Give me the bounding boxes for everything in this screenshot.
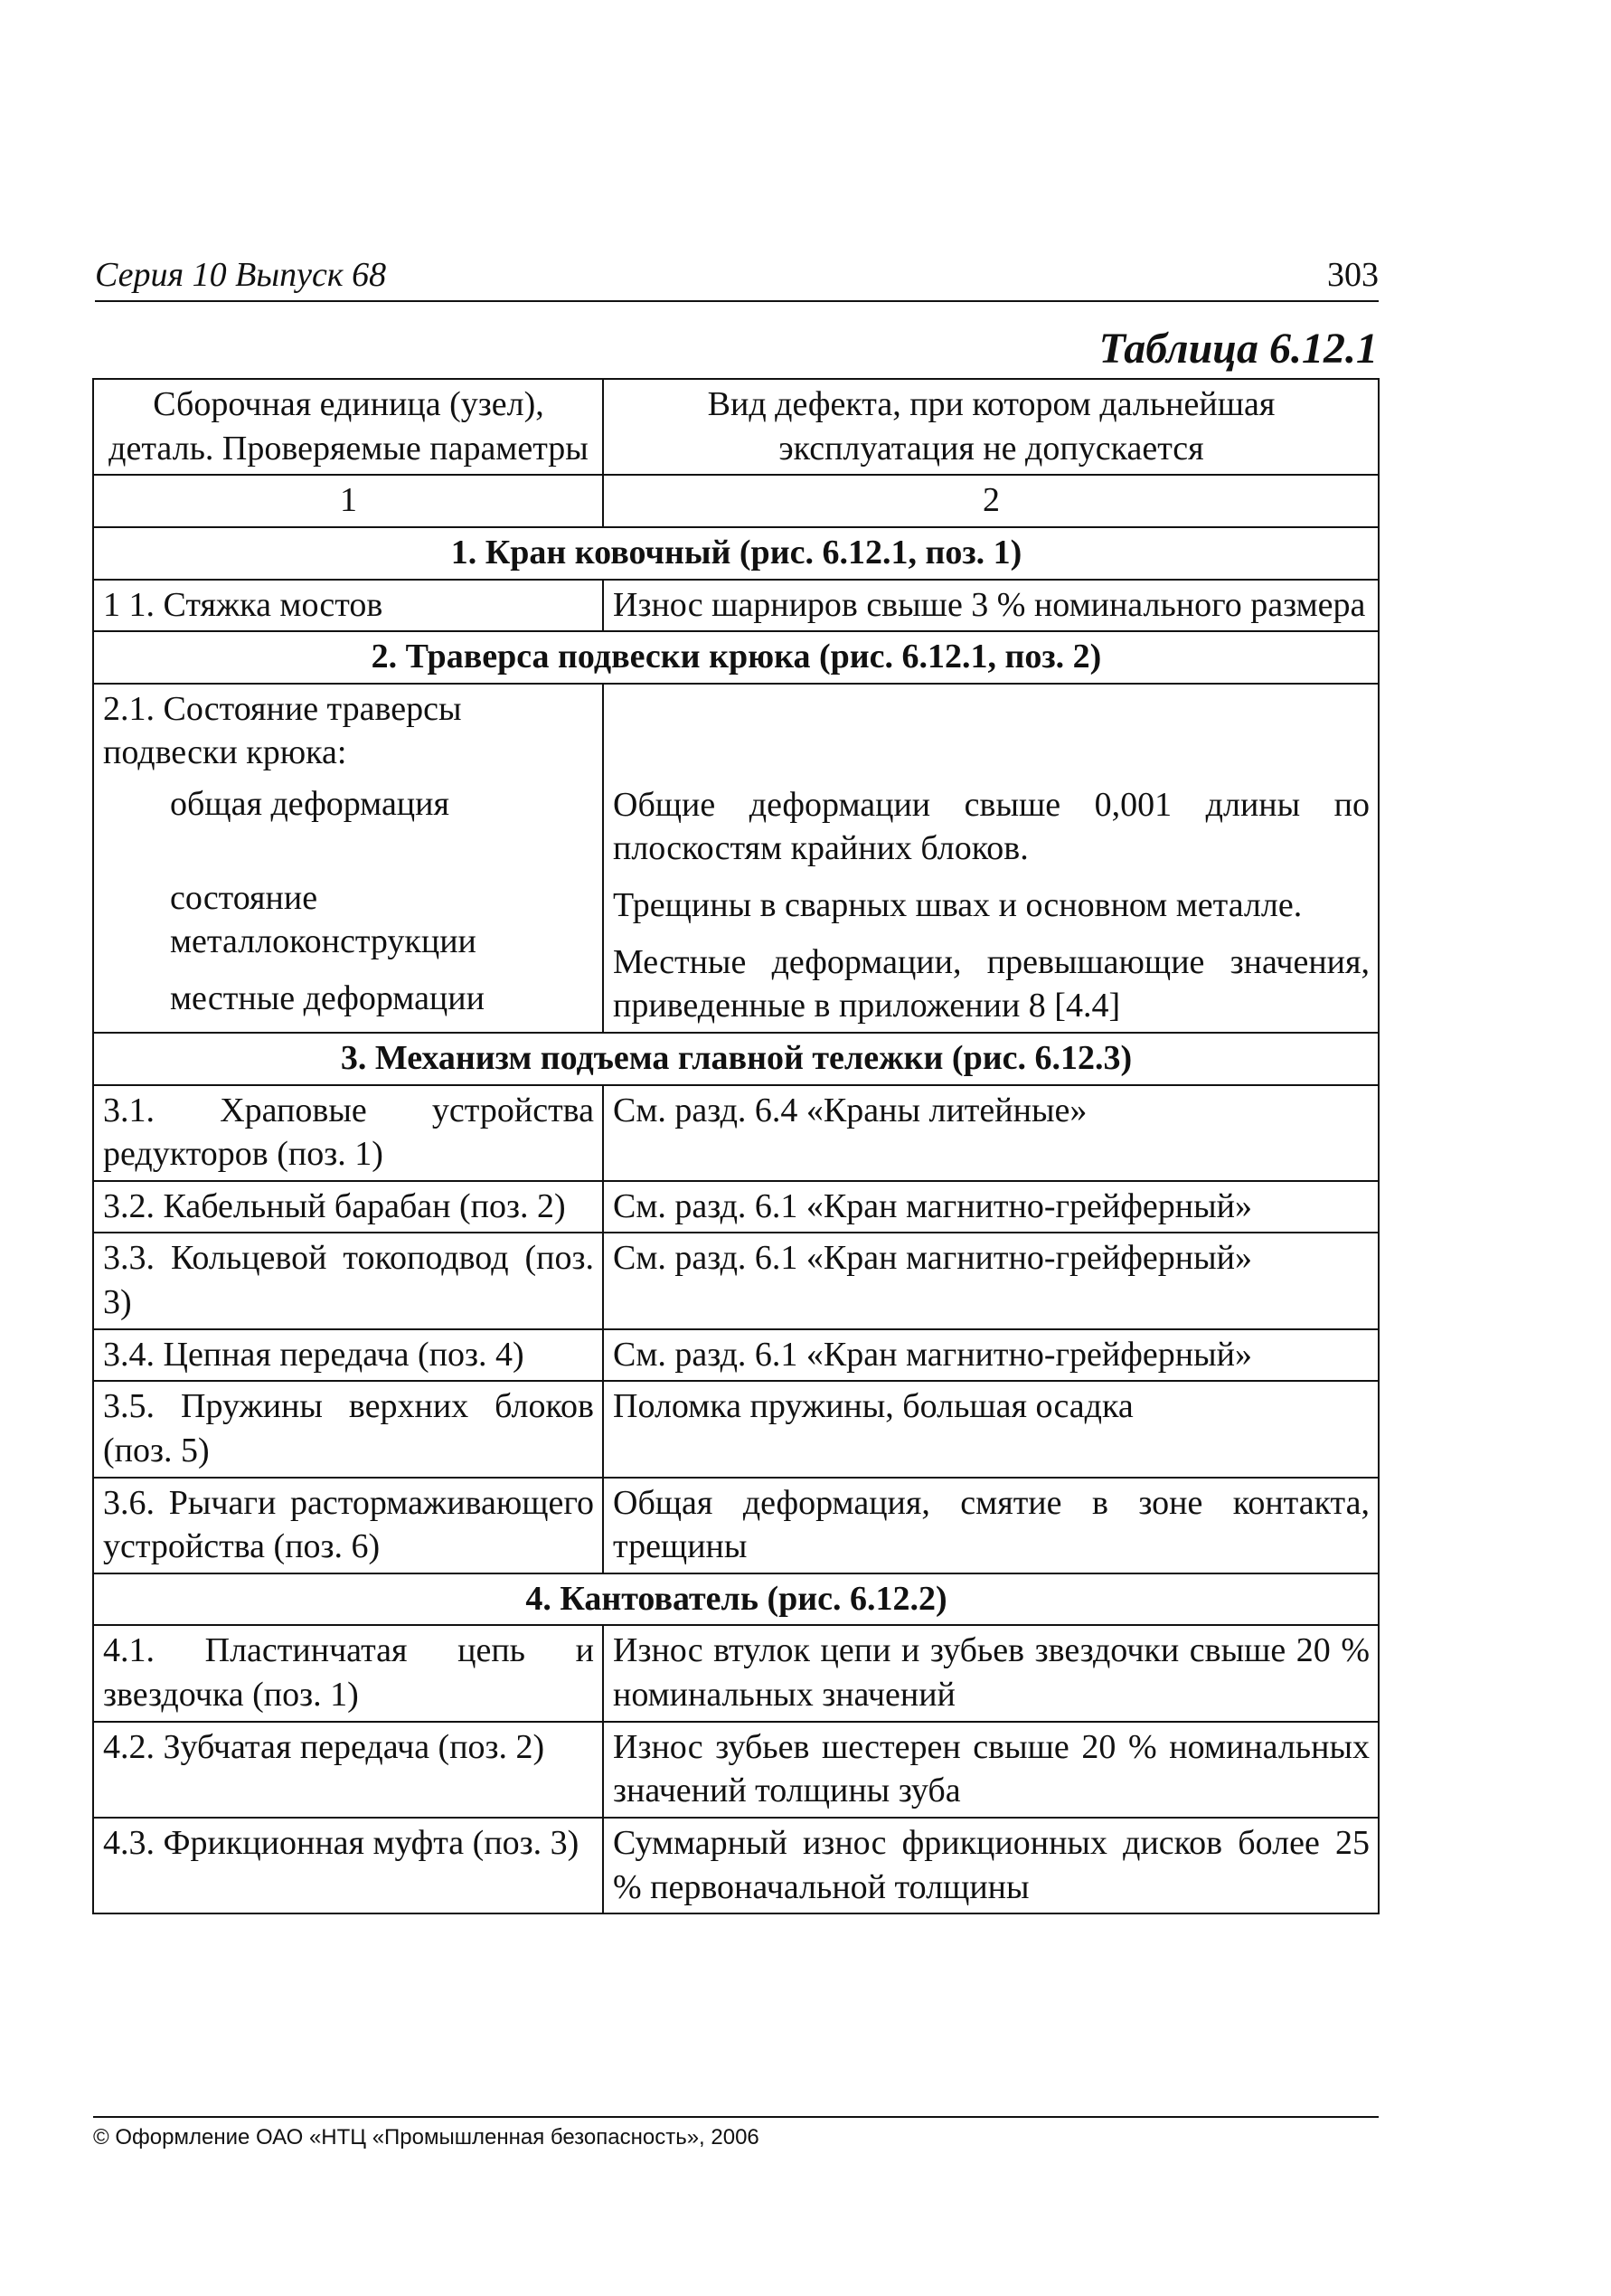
section-row [93,1033,1379,1085]
defect-cell: Износ зубьев шестерен свыше 20 % номинальных значений толщины зуба [603,1722,1379,1818]
table-row [93,1625,1379,1721]
section-row [93,631,1379,684]
section-row [93,527,1379,580]
defect-cell: См. разд. 6.4 «Краны литейные» [603,1085,1379,1181]
table-row [93,684,1379,1033]
defect-cell: Суммарный износ фрикционных дисков более 25 % первоначальной толщины [603,1818,1379,1913]
table-row [93,580,1379,632]
part-cell: 1 1. Стяжка мостов [93,580,603,632]
defect-cell: См. разд. 6.1 «Кран магнитно-грейферный» [603,1329,1379,1382]
page-number: 303 [1327,256,1379,294]
copyright-footer: © Оформление ОАО «НТЦ «Промышленная безопасность», 2006 [93,2125,759,2150]
group-label: 2.1. Состояние траверсы подвески крюка: [103,689,462,772]
table-row [93,1085,1379,1181]
part-cell: 3.1. Храповые устройства редукторов (поз. 1) [93,1085,603,1181]
part-cell: 3.6. Рычаги растормаживающего устройства (поз. 6) [93,1478,603,1573]
series-label: Серия 10 Выпуск 68 [95,256,387,294]
defect-cell: См. разд. 6.1 «Кран магнитно-грейферный» [603,1233,1379,1328]
part-cell: 4.2. Зубчатая передача (поз. 2) [93,1722,603,1818]
part-cell: 4.1. Пластинчатая цепь и звездочка (поз. 1) [93,1625,603,1721]
table-caption: Таблица 6.12.1 [1098,325,1378,373]
column-number-row [93,475,1379,527]
section-title: 2. Траверса подвески крюка (рис. 6.12.1, поз. 2) [93,631,1379,684]
column-header-defect: Вид дефекта, при котором дальнейшая эксплуатация не допускается [603,379,1379,475]
column-number: 2 [603,475,1379,527]
section-title: 4. Кантователь (рис. 6.12.2) [93,1573,1379,1626]
subrow-part: общая деформация [170,785,449,823]
footer-rule [93,2116,1379,2118]
part-cell [93,684,603,1033]
part-cell: 3.2. Кабельный барабан (поз. 2) [93,1181,603,1233]
table-row [93,1381,1379,1477]
section-title: 1. Кран ковочный (рис. 6.12.1, поз. 1) [93,527,1379,580]
column-header-part: Сборочная единица (узел), деталь. Проверяемые параметры [93,379,603,475]
section-title: 3. Механизм подъема главной тележки (рис. 6.12.3) [93,1033,1379,1085]
table-row [93,1329,1379,1382]
subrow-defect: Трещины в сварных швах и основном металле. [613,886,1303,924]
table-row [93,1818,1379,1913]
part-cell: 4.3. Фрикционная муфта (поз. 3) [93,1818,603,1913]
part-cell: 3.3. Кольцевой токоподвод (поз. 3) [93,1233,603,1328]
defect-cell: Износ втулок цепи и зубьев звездочки свыше 20 % номинальных значений [603,1625,1379,1721]
defects-table [92,378,1380,1914]
table-row [93,1478,1379,1573]
table-row [93,1722,1379,1818]
subrow-part: состояние металлоконструкции [170,878,476,961]
column-number: 1 [93,475,603,527]
defect-cell: См. разд. 6.1 «Кран магнитно-грейферный» [603,1181,1379,1233]
part-cell: 3.5. Пружины верхних блоков (поз. 5) [93,1381,603,1477]
subrow-defect: Местные деформации, превышающие значения, приведенные в приложении 8 [4.4] [613,942,1370,1025]
defect-cell: Общая деформация, смятие в зоне контакта, трещины [603,1478,1379,1573]
subrow-part: местные деформации [170,978,485,1017]
part-cell: 3.4. Цепная передача (поз. 4) [93,1329,603,1382]
section-row [93,1573,1379,1626]
table-header-row [93,379,1379,475]
defect-cell: Поломка пружины, большая осадка [603,1381,1379,1477]
table-row [93,1233,1379,1328]
defect-cell: Износ шарниров свыше 3 % номинального размера [603,580,1379,632]
subrow-defect: Общие деформации свыше 0,001 длины по плоскостям крайних блоков. [613,785,1370,868]
table-row [93,1181,1379,1233]
defect-cell [603,684,1379,1033]
running-head [95,253,1379,302]
